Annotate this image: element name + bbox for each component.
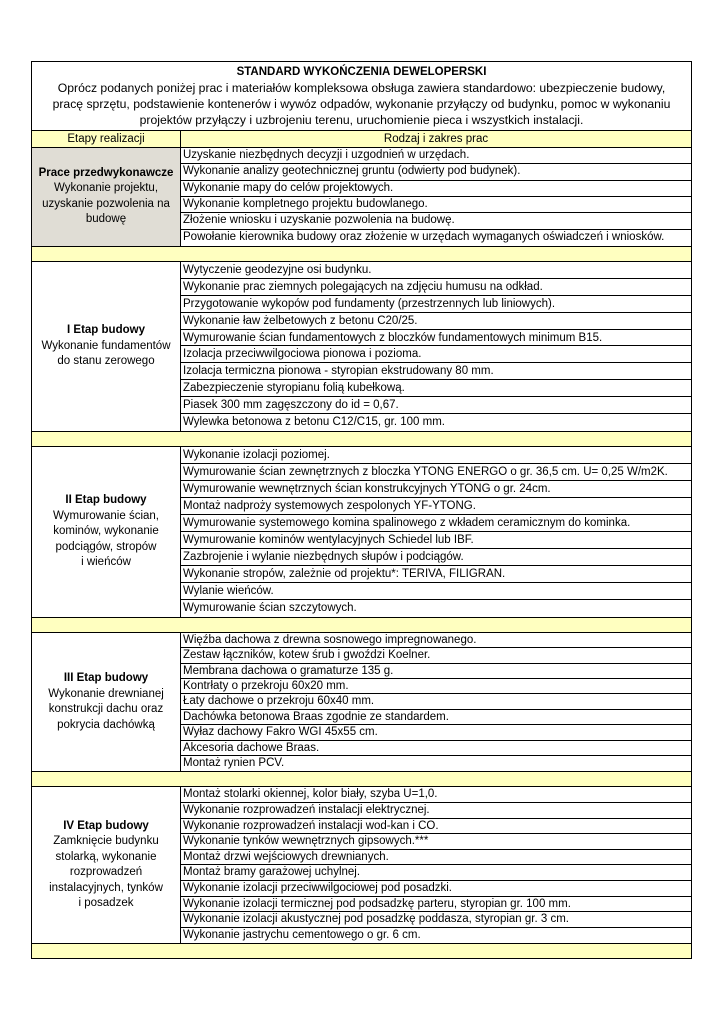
section-spacer (32, 618, 691, 633)
task-row: Wykonanie jastrychu cementowego o gr. 6 cm. (183, 928, 421, 941)
task-row: Wylanie wieńców. (181, 583, 691, 600)
standard-table (31, 61, 692, 959)
task-row: Wylewka betonowa z betonu C12/C15, gr. 100 mm. (183, 415, 445, 428)
intro-line: Oprócz podanych poniżej prac i materiałów kompleksowa obsługa zawiera standardowo: ubezpieczenie budowy, (57, 81, 666, 95)
task-row: Izolacja przeciwwilgociowa pionowa i pozioma. (181, 346, 691, 363)
task-row: Wykonanie prac ziemnych polegających na zdjęciu humusu na odkład. (181, 279, 691, 296)
task-row: Wymurowanie wewnętrznych ścian konstrukcyjnych YTONG o gr. 24cm. (181, 481, 691, 498)
task-row: Kontrłaty o przekroju 60x20 mm. (181, 679, 691, 694)
intro-line: pracę sprzętu, podstawienie kontenerów i wywóz odpadów, wykonanie przyłączy od budynku, pomoc w wykonaniu (52, 97, 671, 111)
task-row: Wyłaz dachowy Fakro WGI 45x55 cm. (181, 725, 691, 740)
task-row: Membrana dachowa o gramaturze 135 g. (181, 664, 691, 679)
section-spacer (32, 247, 691, 262)
task-row: Wytyczenie geodezyjne osi budynku. (181, 262, 691, 279)
stage-description: Wykonanie fundamentów do stanu zerowego (41, 339, 171, 368)
task-row: Wymurowanie ścian zewnętrznych z bloczka YTONG ENERGO o gr. 36,5 cm. U= 0,25 W/m2K. (181, 464, 691, 481)
task-row: Wykonanie rozprowadzeń instalacji wod-kan i CO. (181, 819, 691, 835)
task-row: Montaż stolarki okiennej, kolor biały, szyba U=1,0. (181, 787, 691, 803)
task-row: Piasek 300 mm zagęszczony do id = 0,67. (181, 397, 691, 414)
task-list (181, 262, 691, 431)
section-stage-3 (32, 633, 691, 773)
task-row: Wymurowanie systemowego komina spalinowego z wkładem ceramicznym do kominka. (181, 515, 691, 532)
section-stage-2 (32, 447, 691, 618)
stage-cell (32, 787, 181, 943)
task-list (181, 148, 691, 246)
stage-cell (32, 633, 181, 772)
stage-name: IV Etap budowy (63, 819, 149, 832)
task-row: Więźba dachowa z drewna sosnowego impregnowanego. (181, 633, 691, 648)
task-row: Przygotowanie wykopów pod fundamenty (przestrzennych lub liniowych). (181, 296, 691, 313)
stage-cell (32, 262, 181, 431)
task-row: Wykonanie tynków wewnętrznych gipsowych.*** (181, 834, 691, 850)
task-row: Uzyskanie niezbędnych decyzji i uzgodnień w urzędach. (181, 148, 691, 164)
column-header-stage: Etapy realizacji (32, 131, 181, 147)
stage-description: Wymurowanie ścian, kominów, wykonanie podciągów, stropów i wieńców (53, 509, 159, 569)
task-row: Łaty dachowe o przekroju 60x40 mm. (181, 694, 691, 709)
task-row: Montaż rynien PCV. (183, 757, 285, 769)
task-row: Powołanie kierownika budowy oraz złożenie w urzędach wymaganych oświadczeń i wniosków. (183, 230, 665, 243)
section-spacer (32, 944, 691, 959)
task-row: Wykonanie izolacji przeciwwilgociowej pod posadzki. (181, 881, 691, 897)
task-row: Wykonanie analizy geotechnicznej gruntu (odwierty pod budynek). (181, 164, 691, 180)
task-row: Wykonanie ław żelbetowych z betonu C20/25. (181, 313, 691, 330)
task-row: Montaż drzwi wejściowych drewnianych. (181, 850, 691, 866)
stage-description: Wykonanie drewnianej konstrukcji dachu oraz pokrycia dachówką (48, 687, 164, 731)
task-row: Dachówka betonowa Braas zgodnie ze standardem. (181, 710, 691, 725)
task-row: Wymurowanie kominów wentylacyjnych Schiedel lub IBF. (181, 532, 691, 549)
task-row: Akcesoria dachowe Braas. (181, 741, 691, 756)
task-row: Zazbrojenie i wylanie niezbędnych słupów i podciągów. (181, 549, 691, 566)
section-spacer (32, 772, 691, 787)
section-stage-1 (32, 262, 691, 432)
section-spacer (32, 432, 691, 447)
stage-name: II Etap budowy (65, 494, 147, 507)
task-list (181, 787, 691, 943)
column-header-scope: Rodzaj i zakres prac (383, 133, 489, 145)
task-row: Montaż nadproży systemowych zespolonych YF-YTONG. (181, 498, 691, 515)
task-row: Wykonanie izolacji poziomej. (181, 447, 691, 464)
stage-name: I Etap budowy (67, 324, 145, 337)
stage-name: Prace przedwykonawcze (38, 166, 174, 179)
task-row: Złożenie wniosku i uzyskanie pozwolenia na budowę. (181, 213, 691, 229)
stage-description: Zamknięcie budynku stolarką, wykonanie rozprowadzeń instalacyjnych, tynków i posadzek (49, 835, 163, 910)
intro-line: projektów przyłączy i uzbrojeniu terenu, uruchomienie pieca i wszystkich instalacji. (139, 113, 584, 127)
task-list (181, 447, 691, 617)
task-row: Wykonanie kompletnego projektu budowlanego. (181, 197, 691, 213)
stage-name: III Etap budowy (63, 672, 149, 685)
task-row: Wykonanie rozprowadzeń instalacji elektrycznej. (181, 803, 691, 819)
task-row: Wykonanie stropów, zależnie od projektu*: TERIVA, FILIGRAN. (181, 566, 691, 583)
task-row: Zestaw łączników, kotew śrub i gwoździ Koelner. (181, 648, 691, 663)
task-row: Zabezpieczenie styropianu folią kubełkową. (181, 380, 691, 397)
task-row: Wykonanie izolacji termicznej pod podsadzkę parteru, styropian gr. 100 mm. (181, 897, 691, 913)
task-row: Izolacja termiczna pionowa - styropian ekstrudowany 80 mm. (181, 363, 691, 380)
task-row: Wykonanie mapy do celów projektowych. (181, 181, 691, 197)
task-row: Wymurowanie ścian fundamentowych z bloczków fundamentowych minimum B15. (181, 330, 691, 347)
section-stage-4 (32, 787, 691, 944)
column-headers (32, 131, 691, 148)
task-row: Wymurowanie ścian szczytowych. (183, 601, 357, 614)
table-header (32, 62, 691, 131)
task-list (181, 633, 691, 772)
page-title: STANDARD WYKOŃCZENIA DEWELOPERSKI (236, 66, 487, 78)
stage-cell (32, 447, 181, 617)
stage-cell (32, 148, 181, 246)
task-row: Montaż bramy garażowej uchylnej. (181, 865, 691, 881)
task-row: Wykonanie izolacji akustycznej pod posadzkę poddasza, styropian gr. 3 cm. (181, 912, 691, 928)
stage-description: Wykonanie projektu, uzyskanie pozwolenia na budowę (42, 182, 170, 226)
section-pre-construction (32, 148, 691, 247)
